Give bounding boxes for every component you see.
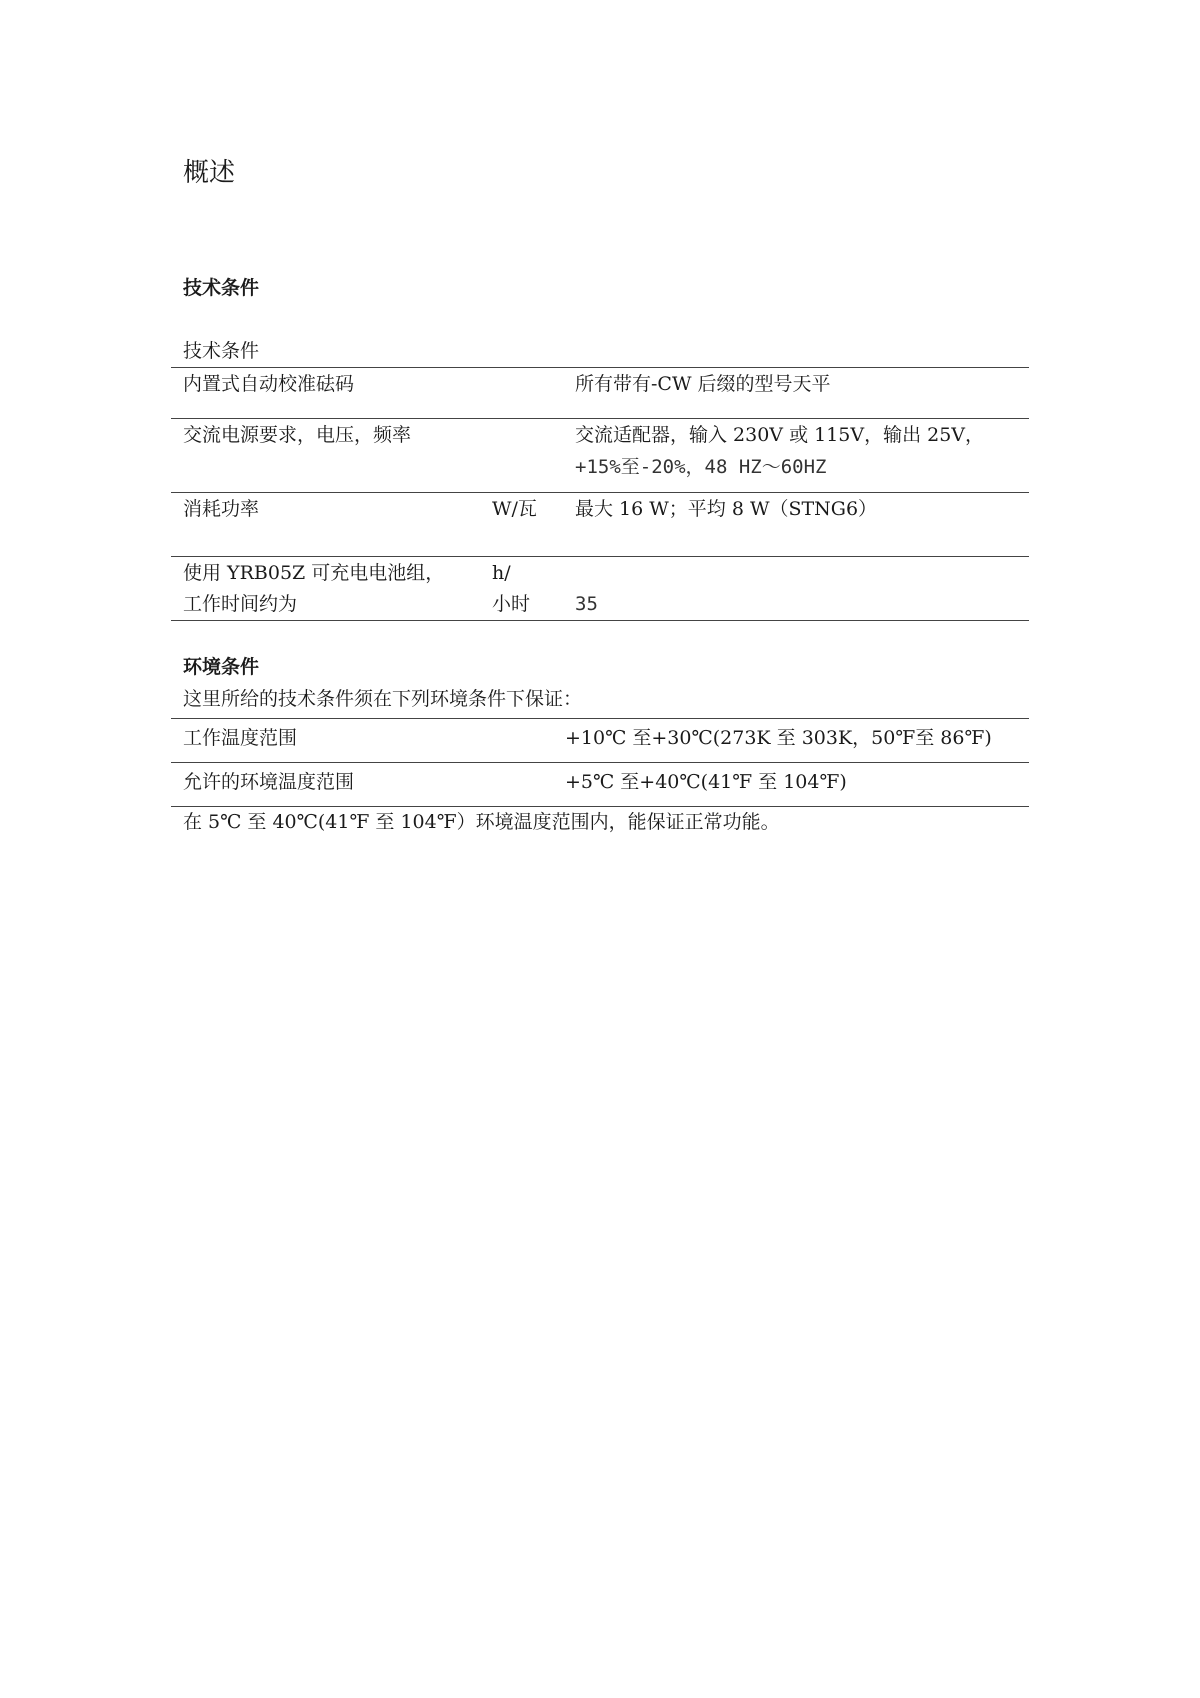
spec-name-continued: 工作时间约为 <box>183 593 298 615</box>
table-rule <box>171 806 1029 807</box>
table-rule <box>171 718 1029 719</box>
spec-name: 内置式自动校准砝码 <box>183 373 355 395</box>
spec-value: 所有带有-CW 后缀的型号天平 <box>575 373 831 395</box>
table-rule <box>171 620 1029 621</box>
spec-value-continued: +15%至-20%，48 HZ～60HZ <box>575 456 827 478</box>
spec-value: 35 <box>575 593 598 615</box>
env-name: 工作温度范围 <box>183 727 298 749</box>
spec-name: 消耗功率 <box>183 498 260 520</box>
tech-table-caption: 技术条件 <box>183 340 260 362</box>
spec-unit: h/ <box>492 562 511 584</box>
tech-section-heading: 技术条件 <box>183 277 260 299</box>
env-value: +10℃ 至+30℃(273K 至 303K，50℉至 86℉) <box>565 727 992 749</box>
spec-unit-continued: 小时 <box>492 593 531 615</box>
spec-name: 交流电源要求，电压，频率 <box>183 424 412 446</box>
spec-name: 使用 YRB05Z 可充电电池组， <box>183 562 445 584</box>
spec-value: 交流适配器，输入 230V 或 115V，输出 25V， <box>575 424 985 446</box>
env-section-heading: 环境条件 <box>183 656 260 678</box>
table-rule <box>171 762 1029 763</box>
spec-unit: W/瓦 <box>492 498 537 520</box>
page-title: 概述 <box>183 158 236 188</box>
env-value: +5℃ 至+40℃(41℉ 至 104℉) <box>565 771 847 793</box>
spec-value: 最大 16 W；平均 8 W（STNG6） <box>575 498 878 520</box>
env-note: 在 5℃ 至 40℃(41℉ 至 104℉）环境温度范围内，能保证正常功能。 <box>183 811 780 833</box>
env-intro: 这里所给的技术条件须在下列环境条件下保证： <box>183 688 583 710</box>
env-name: 允许的环境温度范围 <box>183 771 355 793</box>
